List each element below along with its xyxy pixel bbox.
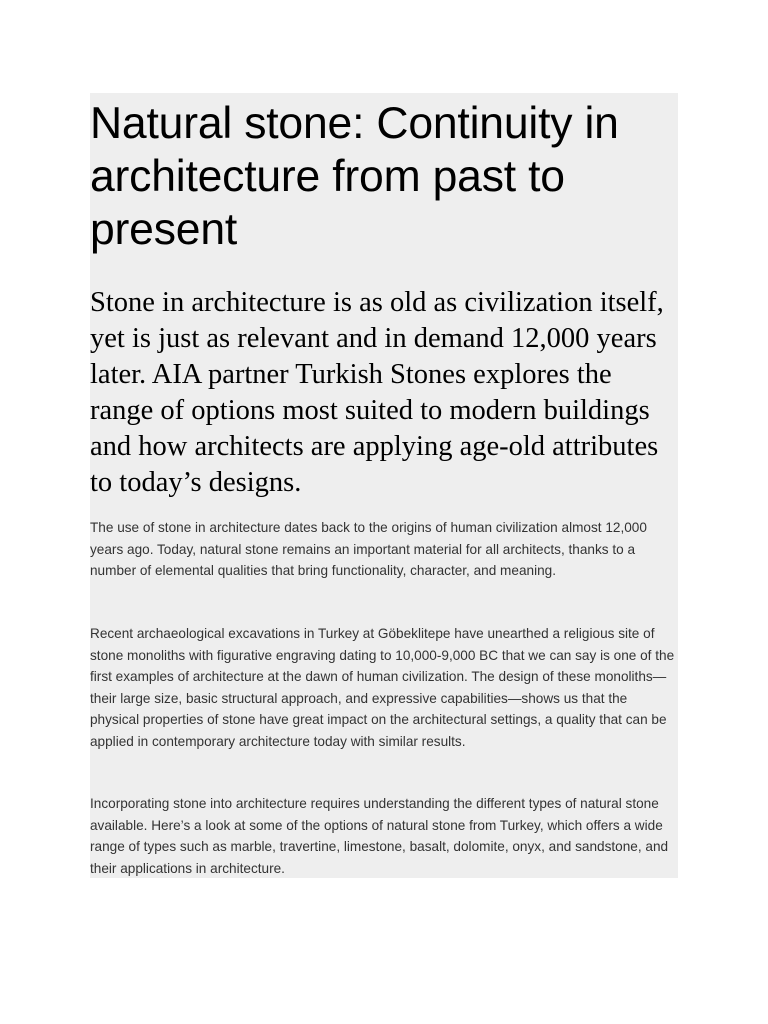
article-subtitle: Stone in architecture is as old as civilization itself, yet is just as relevant and in demand 12,000 years later. AIA partner Turkish Stones explores the range of options most suited to modern buildings and how architects are applying age-old attributes to today’s designs. — [90, 287, 664, 498]
article-paragraph-2: Recent archaeological excavations in Turkey at Göbeklitepe have unearthed a religious site of stone monoliths with figurative engraving dating to 10,000-9,000 BC that we can say is one of the first examples of architecture at the dawn of human civilization. The design of these monoliths—their large size, basic structural approach, and expressive capabilities—shows us that the physical properties of stone have great impact on the architectural settings, a quality that can be applied in contemporary architecture today with similar results. — [90, 626, 675, 749]
article-paragraph-1: The use of stone in architecture dates back to the origins of human civilization almost 12,000 years ago. Today, natural stone remains an important material for all architects, thanks to a number of elemental qualities that bring functionality, character, and meaning. — [90, 520, 647, 579]
article-paragraph-3: Incorporating stone into architecture requires understanding the different types of natural stone available. Here’s a look at some of the options of natural stone from Turkey, which offers a wide range of types such as marble, travertine, limestone, basalt, dolomite, onyx, and sandstone, and their applications in architecture. — [90, 796, 669, 876]
article-title: Natural stone: Continuity in architecture from past to present — [90, 99, 619, 254]
article-block — [90, 93, 678, 878]
